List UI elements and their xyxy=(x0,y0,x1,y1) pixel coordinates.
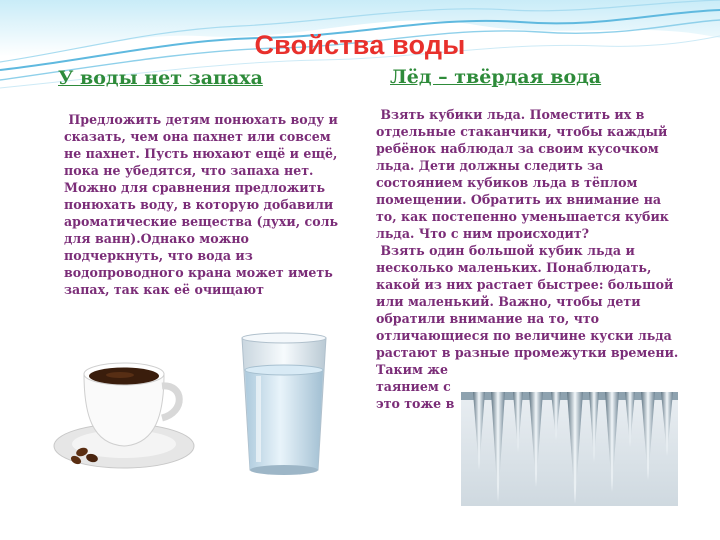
icicles-image xyxy=(461,392,678,506)
slide-title: Свойства воды xyxy=(254,30,466,60)
left-text-block xyxy=(64,111,348,298)
right-paragraph-2: Взять один большой кубик льда и несколько маленьких. Понаблюдать, какой из них растает быстрее: большой или маленький. Важно, чтобы дети обратили внимание на то, что отличающиеся по величине куски льда растают в разные промежутки времени. Таким же xyxy=(376,243,683,377)
right-paragraph-1: Взять кубики льда. Поместить их в отдельные стаканчики, чтобы каждый ребёнок наблюдал за своим кусочком льда. Дети должны следить за состоянием кубиков льда в тёплом помещении. Обратить их внимание на то, как постепенно уменьшается кубик льда. Что с ним происходит? xyxy=(376,107,674,241)
right-paragraph-4: это тоже в xyxy=(376,396,455,411)
left-heading: У воды нет запаха xyxy=(58,67,263,89)
right-paragraph-3: таянием с xyxy=(376,379,451,394)
right-heading: Лёд – твёрдая вода xyxy=(390,66,602,88)
coffee-cup-image xyxy=(50,334,196,476)
left-paragraph: Предложить детям понюхать воду и сказать, чем она пахнет или совсем не пахнет. Пусть нюхают ещё и ещё, пока не убедятся, что запаха нет. Можно для сравнения предложить понюхать воду, в которую добавили ароматические вещества (духи, соль для ванн).Однако можно подчеркнуть, что вода из водопроводного крана может иметь запах, так как её очищают xyxy=(64,112,343,297)
right-text-block xyxy=(376,106,686,412)
glass-of-water-image xyxy=(222,330,346,480)
